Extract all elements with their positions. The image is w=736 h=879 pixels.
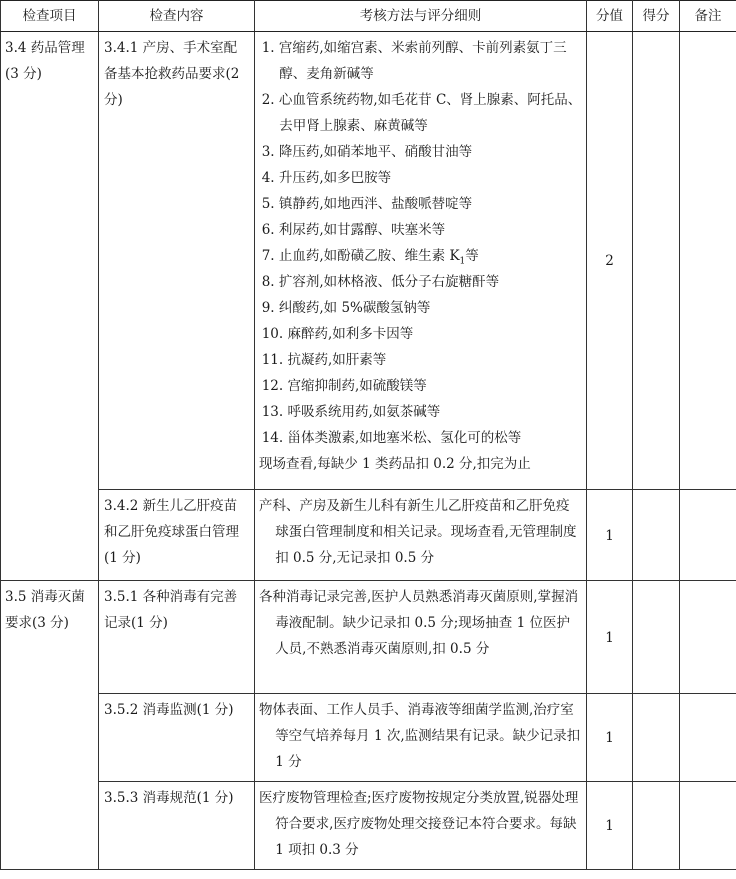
check-content-3-5-1: 3.5.1 各种消毒有完善记录(1 分) <box>99 581 255 694</box>
header-item: 检查项目 <box>1 1 99 32</box>
criteria-text: 7. 止血药,如酚磺乙胺、维生素 K <box>261 248 460 264</box>
check-content-3-5-2: 3.5.2 消毒监测(1 分) <box>99 694 255 782</box>
table-row <box>1 32 736 490</box>
header-got: 得分 <box>633 1 680 32</box>
score-3-4-2: 1 <box>587 490 633 581</box>
criteria-line: 10. 麻醉药,如利多卡因等 <box>261 326 414 342</box>
check-content-3-4-1: 3.4.1 产房、手术室配备基本抢救药品要求(2 分) <box>99 32 255 490</box>
check-content-3-4-2: 3.4.2 新生儿乙肝疫苗和乙肝免疫球蛋白管理(1 分) <box>99 490 255 581</box>
criteria-line: 4. 升压药,如多巴胺等 <box>261 170 392 186</box>
table-row <box>1 782 736 870</box>
remark-3-5-1 <box>680 581 736 694</box>
criteria-line: 2. 心血管系统药物,如毛花苷 C、肾上腺素、阿托品、去甲肾上腺素、麻黄碱等 <box>261 92 582 134</box>
table-row <box>1 694 736 782</box>
method-3-5-3 <box>255 782 587 870</box>
criteria-line: 13. 呼吸系统用药,如氨茶碱等 <box>261 404 441 420</box>
score-3-4-1: 2 <box>587 32 633 490</box>
criteria-line: 8. 扩容剂,如林格液、低分子右旋糖酐等 <box>261 274 500 290</box>
got-3-4-2 <box>633 490 680 581</box>
got-3-5-1 <box>633 581 680 694</box>
got-3-5-3 <box>633 782 680 870</box>
criteria-line: 12. 宫缩抑制药,如硫酸镁等 <box>261 378 427 394</box>
method-text: 物体表面、工作人员手、消毒液等细菌学监测,治疗室等空气培养每月 1 次,监测结果有记录。缺少记录扣 1 分 <box>259 702 581 770</box>
header-score: 分值 <box>587 1 633 32</box>
criteria-line: 9. 纠酸药,如 5%碳酸氢钠等 <box>261 300 431 316</box>
table-row <box>1 581 736 694</box>
remark-3-5-3 <box>680 782 736 870</box>
remark-3-5-2 <box>680 694 736 782</box>
criteria-line: 11. 抗凝药,如肝素等 <box>261 352 387 368</box>
criteria-tail: 等 <box>465 248 479 264</box>
method-text: 医疗废物管理检查;医疗废物按规定分类放置,锐器处理符合要求,医疗废物处理交接登记本符合要求。每缺 1 项扣 0.3 分 <box>259 790 579 858</box>
criteria-line: 1. 宫缩药,如缩宫素、米索前列醇、卡前列素氨丁三醇、麦角新碱等 <box>261 40 567 82</box>
criteria-line <box>259 243 582 269</box>
check-item-3-4: 3.4 药品管理(3 分) <box>1 32 99 581</box>
header-method: 考核方法与评分细则 <box>255 1 587 32</box>
method-text: 各种消毒记录完善,医护人员熟悉消毒灭菌原则,掌握消毒液配制。缺少记录扣 0.5 分;现场抽查 1 位医护人员,不熟悉消毒灭菌原则,扣 0.5 分 <box>259 589 579 657</box>
method-text: 产科、产房及新生儿科有新生儿乙肝疫苗和乙肝免疫球蛋白管理制度和相关记录。现场查看,无管理制度扣 0.5 分,无记录扣 0.5 分 <box>259 498 577 566</box>
criteria-line: 3. 降压药,如硝苯地平、硝酸甘油等 <box>261 144 473 160</box>
k-subscript: 1 <box>459 256 466 267</box>
criteria-line: 6. 利尿药,如甘露醇、呋塞米等 <box>261 222 446 238</box>
score-3-5-2: 1 <box>587 694 633 782</box>
method-3-5-2 <box>255 694 587 782</box>
criteria-line: 5. 镇静药,如地西泮、盐酸哌替啶等 <box>261 196 473 212</box>
check-item-3-5: 3.5 消毒灭菌要求(3 分) <box>1 581 99 870</box>
remark-3-4-2 <box>680 490 736 581</box>
score-3-5-1: 1 <box>587 581 633 694</box>
got-3-5-2 <box>633 694 680 782</box>
header-remark: 备注 <box>680 1 736 32</box>
criteria-line: 14. 甾体类激素,如地塞米松、氢化可的松等 <box>261 430 522 446</box>
table-header-row <box>1 1 736 32</box>
got-3-4-1 <box>633 32 680 490</box>
method-3-4-1 <box>255 32 587 490</box>
table-row <box>1 490 736 581</box>
header-content: 检查内容 <box>99 1 255 32</box>
remark-3-4-1 <box>680 32 736 490</box>
method-3-5-1 <box>255 581 587 694</box>
score-3-5-3: 1 <box>587 782 633 870</box>
criteria-note: 现场查看,每缺少 1 类药品扣 0.2 分,扣完为止 <box>259 456 531 472</box>
check-content-3-5-3: 3.5.3 消毒规范(1 分) <box>99 782 255 870</box>
method-3-4-2 <box>255 490 587 581</box>
